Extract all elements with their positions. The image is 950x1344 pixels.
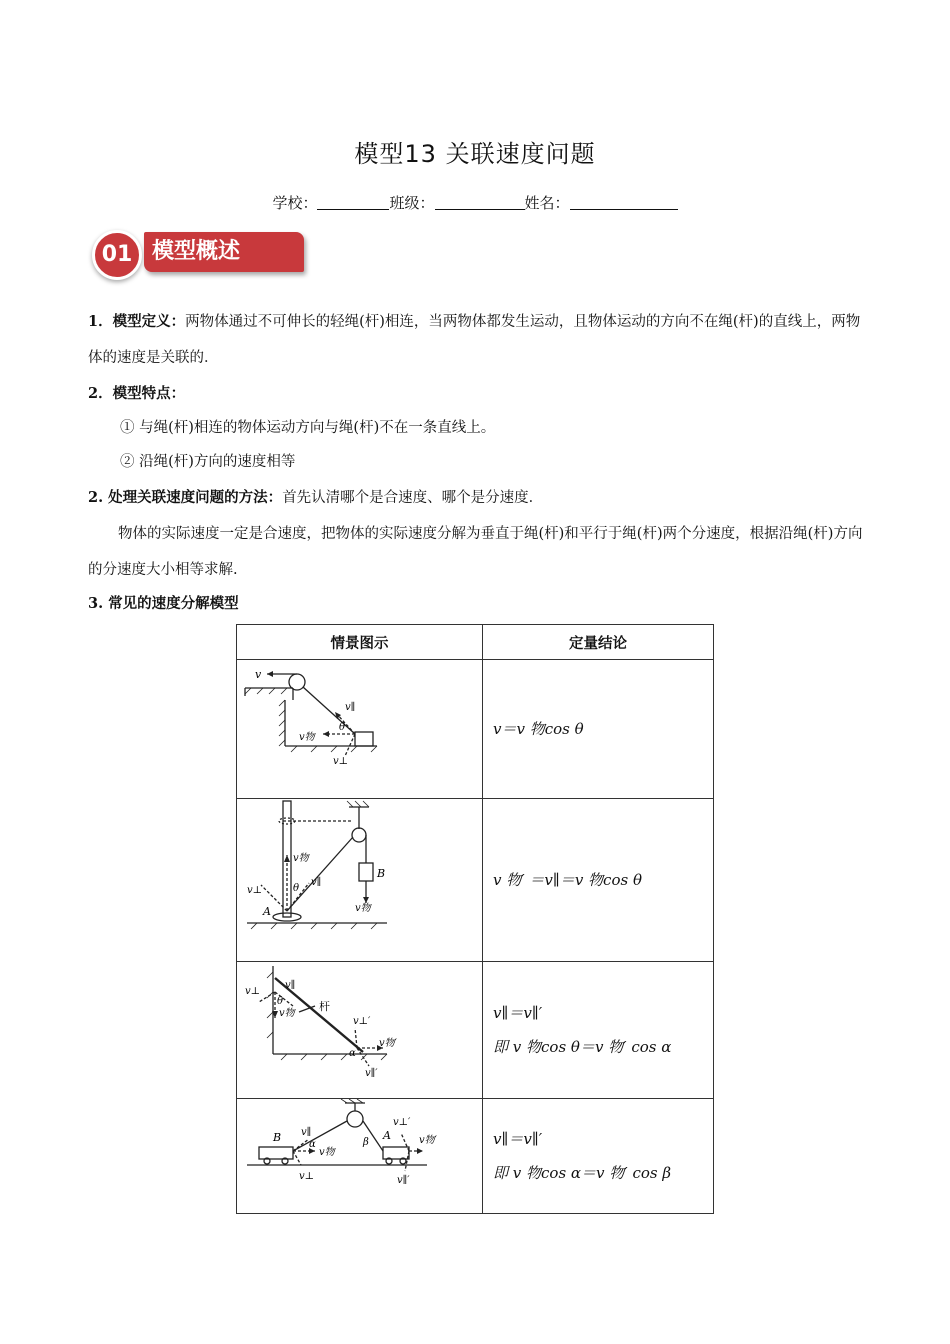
conclusion-line: v∥＝v∥′: [493, 1004, 543, 1022]
pole-pulley-figure: [237, 799, 482, 957]
scene-figure-cell: [237, 962, 483, 1099]
section-badge: [92, 228, 312, 276]
school-field[interactable]: [317, 195, 389, 210]
feature-item-1: ① 与绳(杆)相连的物体运动方向与绳(杆)不在一条直线上。: [120, 420, 496, 436]
label-v-obj-b: v物: [355, 903, 371, 914]
label-v-obj: v物: [319, 1147, 335, 1158]
label-v-perp: v⊥: [333, 756, 349, 767]
conclusion-line: v＝v 物cos θ: [493, 720, 584, 738]
label-v-obj: v物: [299, 732, 315, 743]
conclusion-cell: [483, 660, 714, 799]
table-header-scene: 情景图示: [237, 625, 483, 660]
conclusion-line: 即 v 物cos θ＝v 物′ cos α: [493, 1038, 672, 1056]
feature-item-2: ② 沿绳(杆)方向的速度相等: [120, 454, 296, 470]
sliding-rod-figure: [237, 962, 482, 1094]
method-text: 首先认清哪个是合速度、哪个是分速度．: [282, 490, 544, 506]
two-cart-pulley-figure: [237, 1099, 482, 1209]
scene-figure-cell: [237, 1099, 483, 1214]
label-rod: 杆: [319, 1000, 330, 1013]
label-v-obj-prime: v物′: [379, 1038, 397, 1049]
label-theta: θ: [293, 883, 300, 894]
method-paragraph: [88, 480, 868, 516]
table-row: [237, 660, 714, 799]
table-header-conclusion: 定量结论: [483, 625, 714, 660]
table-row: [237, 962, 714, 1099]
definition-paragraph: [88, 304, 868, 376]
label-v-obj: v物: [293, 853, 309, 864]
label-alpha: α: [349, 1048, 356, 1059]
method-detail: 物体的实际速度一定是合速度，把物体的实际速度分解为垂直于绳(杆)和平行于绳(杆)两个分速度，根据沿绳(杆)方向的分速度大小相等求解.: [88, 526, 863, 578]
label-v-par-prime: v∥′: [397, 1175, 410, 1186]
label-v-obj-prime: v物′: [419, 1135, 437, 1146]
definition-label: 1．模型定义：: [88, 313, 186, 330]
conclusion-line: 即 v 物cos α＝v 物′ cos β: [493, 1164, 672, 1182]
label-v-perp: v⊥: [299, 1171, 315, 1182]
name-field[interactable]: [570, 195, 678, 210]
school-label: 学校：: [272, 194, 318, 212]
class-label: 班级：: [389, 194, 435, 212]
label-v-perp-prime: v⊥′: [393, 1117, 411, 1128]
label-v-perp: v⊥: [245, 986, 261, 997]
label-v-par: v∥: [285, 980, 296, 991]
section-heading: 模型概述: [144, 232, 304, 272]
label-theta: θ: [277, 996, 284, 1007]
velocity-model-table: [236, 624, 714, 1214]
conclusion-cell: [483, 799, 714, 962]
conclusion-line: v∥＝v∥′: [493, 1130, 543, 1148]
name-label: 姓名：: [524, 194, 570, 212]
definition-text: 两物体通过不可伸长的轻绳(杆)相连，当两物体都发生运动，且物体运动的方向不在绳(杆)的直线上，两物体的速度是关联的．: [88, 314, 861, 366]
label-v-par: v∥: [301, 1127, 312, 1138]
class-field[interactable]: [435, 195, 525, 210]
label-B: B: [377, 867, 386, 880]
section-number: 01: [92, 230, 142, 280]
label-theta: θ: [339, 722, 346, 733]
rope-pulley-figure: [237, 660, 482, 794]
conclusion-line: v 物′ ＝v∥＝v 物cos θ: [493, 871, 642, 889]
label-v: v: [255, 668, 262, 681]
label-A: A: [383, 1129, 391, 1142]
label-v-par-prime: v∥′: [365, 1068, 378, 1079]
label-beta: β: [363, 1137, 369, 1148]
label-A: A: [263, 905, 271, 918]
common-models-label: 3. 常见的速度分解模型: [88, 595, 239, 612]
label-v-par: v∥: [311, 877, 322, 888]
table-row: [237, 1099, 714, 1214]
table-row: [237, 799, 714, 962]
page-title: 模型13 关联速度问题: [354, 140, 596, 168]
label-v-perp-prime: v⊥′: [353, 1016, 371, 1027]
label-v-obj: v物: [279, 1008, 295, 1019]
features-label: 2．模型特点：: [88, 385, 186, 402]
scene-figure-cell: [237, 660, 483, 799]
method-label: 2. 处理关联速度问题的方法：: [88, 489, 283, 506]
conclusion-cell: [483, 962, 714, 1099]
label-v-par: v∥: [345, 702, 356, 713]
label-v-perp: v⊥: [247, 885, 263, 896]
table-header-row: [237, 625, 714, 660]
conclusion-cell: [483, 1099, 714, 1214]
scene-figure-cell: [237, 799, 483, 962]
label-B: B: [273, 1131, 282, 1144]
student-info-line: [0, 192, 950, 213]
label-alpha: α: [309, 1139, 316, 1150]
